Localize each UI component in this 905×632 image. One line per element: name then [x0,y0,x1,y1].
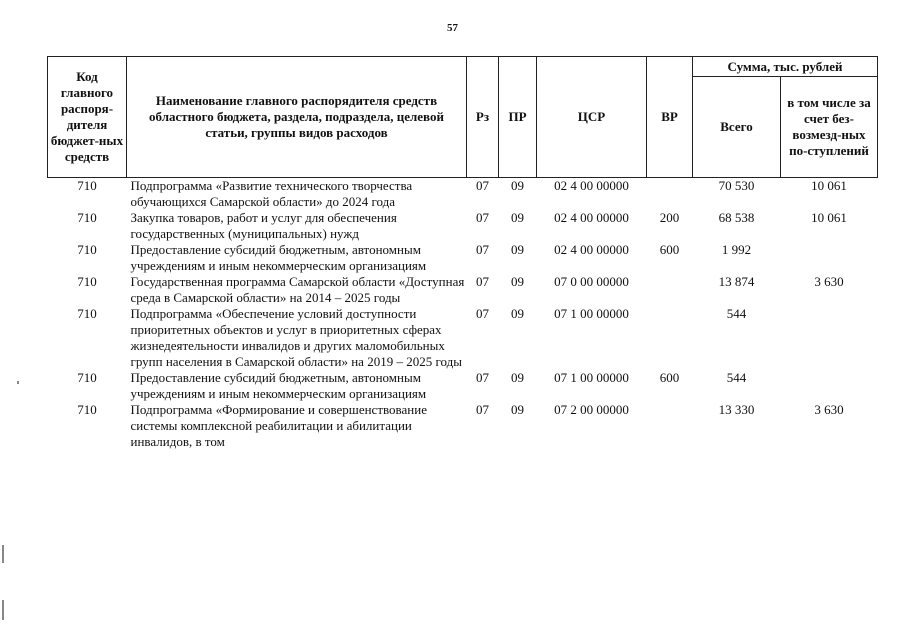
cell-name: Предоставление субсидий бюджетным, автономным учреждениям и иным некоммерческим организациям [130,370,427,401]
table-row [48,274,878,306]
cell-csr: 07 1 00 00000 [554,306,629,321]
cell-name: Государственная программа Самарской области «Доступная среда в Самарской области» на 2014 – 2025 годы [130,274,465,305]
table-row [48,306,878,370]
cell-total: 1 992 [721,242,752,257]
cell-vr: 600 [659,242,680,257]
cell-csr: 07 0 00 00000 [554,274,629,289]
cell-pr: 09 [511,370,524,385]
header-name: Наименование главного распорядителя средств областного бюджета, раздела, подраздела, целевой статьи, группы видов расходов [127,57,467,178]
cell-rz: 07 [476,210,489,225]
cell-vr [647,274,693,306]
cell-name: Предоставление субсидий бюджетным, автономным учреждениям и иным некоммерческим организациям [130,242,427,273]
cell-rz: 07 [476,306,489,321]
cell-including [781,306,878,370]
cell-pr: 09 [511,306,524,321]
header-rz: Рз [467,57,499,178]
cell-pr: 09 [511,274,524,289]
cell-code: 710 [77,306,97,321]
cell-code: 710 [77,178,97,193]
cell-pr: 09 [511,402,524,417]
cell-code: 710 [77,402,97,417]
table-row [48,210,878,242]
header-sum: Сумма, тыс. рублей [693,57,878,77]
cell-code: 710 [77,370,97,385]
cell-pr: 09 [511,210,524,225]
header-code: Код главного распоря-дителя бюджет-ных средств [48,57,127,178]
cell-pr: 09 [511,178,524,193]
cell-csr: 02 4 00 00000 [554,178,629,193]
cell-vr: 600 [659,370,680,385]
cell-rz: 07 [476,402,489,417]
cell-name: Закупка товаров, работ и услуг для обеспечения государственных (муниципальных) нужд [130,210,397,241]
header-csr: ЦСР [537,57,647,178]
cell-including: 10 061 [811,210,847,225]
table-row [48,370,878,402]
cell-including: 3 630 [814,402,844,417]
cell-total: 70 530 [718,178,755,193]
cell-rz: 07 [476,370,489,385]
header-vr: ВР [647,57,693,178]
header-pr: ПР [499,57,537,178]
cell-vr [647,402,693,450]
cell-including: 3 630 [814,274,844,289]
cell-csr: 02 4 00 00000 [554,210,629,225]
cell-total: 13 874 [718,274,755,289]
cell-csr: 07 1 00 00000 [554,370,629,385]
budget-table [47,56,878,450]
table-body [48,178,878,451]
cell-vr: 200 [659,210,680,225]
cell-pr: 09 [511,242,524,257]
cell-total: 544 [726,370,747,385]
cell-csr: 02 4 00 00000 [554,242,629,257]
cell-vr [647,178,693,211]
cell-name: Подпрограмма «Развитие технического творчества обучающихся Самарской области» до 2024 года [130,178,413,209]
cell-rz: 07 [476,178,489,193]
cell-vr [647,306,693,370]
cell-total: 544 [726,306,747,321]
scan-margin-mark [2,600,4,620]
table-row [48,242,878,274]
cell-name: Подпрограмма «Обеспечение условий доступности приоритетных объектов и услуг в приоритетных сферах жизнедеятельности инвалидов и других маломобильных групп населения в Самарской области» на 2019 – 2025 годы [130,306,462,369]
cell-including [781,242,878,274]
cell-total: 13 330 [718,402,755,417]
cell-including: 10 061 [811,178,847,193]
cell-code: 710 [77,242,97,257]
table-row [48,402,878,450]
cell-name: Подпрограмма «Формирование и совершенствование системы комплексной реабилитации и абилитации инвалидов, в том [130,402,427,449]
scan-margin-mark [17,381,19,384]
table-row [48,178,878,211]
cell-code: 710 [77,274,97,289]
cell-including [781,370,878,402]
page-number: 57 [447,22,458,34]
cell-total: 68 538 [718,210,755,225]
header-including: в том числе за счет без-возмезд-ных по-ступлений [781,77,878,178]
cell-rz: 07 [476,242,489,257]
scan-margin-mark [2,545,4,563]
cell-rz: 07 [476,274,489,289]
header-total: Всего [693,77,781,178]
table-header [48,57,878,178]
cell-csr: 07 2 00 00000 [554,402,629,417]
cell-code: 710 [77,210,97,225]
